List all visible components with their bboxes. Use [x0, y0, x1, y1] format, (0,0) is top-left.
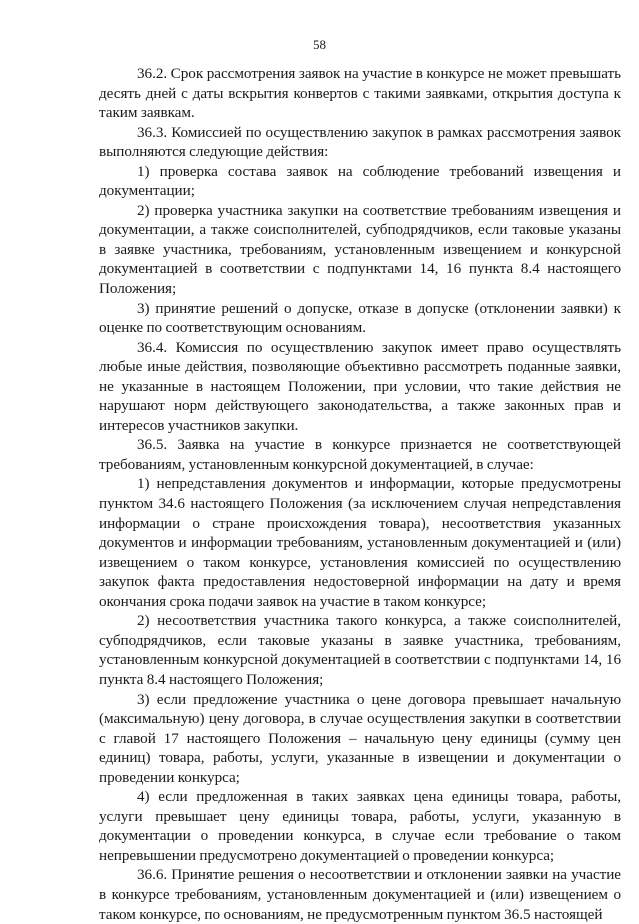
paragraph-36-6: 36.6. Принятие решения о несоответствии и отклонении заявки на участие в конкурсе требованиям, установленным документацией и (или) извещением о таком конкурсе, по основаниям, не предусмотренным пунктом 36.5 настоящей: [99, 866, 621, 923]
list-item-36-5-1: 1) непредставления документов и информации, которые предусмотрены пунктом 34.6 настоящего Положения (за исключением случая непредставления информации о стране происхождения товара), несоответствия указанных документов и информации требованиям, установленным документацией и (или) извещением о таком конкурсе, установления комиссией по осуществлению закупок факта предоставления недостоверной информации на дату и время окончания срока подачи заявок на участие в таком конкурсе;: [99, 475, 621, 610]
paragraph-36-5: 36.5. Заявка на участие в конкурсе признается не соответствующей требованиям, установленным конкурсной документацией, в случае:: [99, 436, 621, 473]
list-item-36-3-1: 1) проверка состава заявок на соблюдение требований извещения и документации;: [99, 162, 621, 200]
paragraph-36-2: 36.2. Срок рассмотрения заявок на участие в конкурсе не может превышать десять дней с даты вскрытия конвертов с такими заявками, открытия доступа к таким заявкам.: [99, 65, 621, 122]
paragraph-36-4: 36.4. Комиссия по осуществлению закупок имеет право осуществлять любые иные действия, позволяющие объективно рассмотреть поданные заявки, не указанные в настоящем Положении, при условии, что такие действия не нарушают норм действующего законодательства, а также законных прав и интересов участников закупки.: [99, 338, 621, 434]
page-body: [99, 64, 621, 924]
list-item-36-3-2: 2) проверка участника закупки на соответствие требованиям извещения и документации, а также соисполнителей, субподрядчиков, если таковые указаны в заявке участника, требованиям, установленным извещением и конкурсной документацией в соответствии с подпунктами 14, 16 пункта 8.4 настоящего Положения;: [99, 201, 621, 298]
list-item-36-5-4: 4) если предложенная в таких заявках цена единицы товара, работы, услуги превышает цену единицы товара, работы, услуги, указанную в документации о проведении конкурса, в случае если требование о таком непревышении предусмотрено документацией о проведении конкурса;: [99, 788, 621, 864]
list-item-36-5-3: 3) если предложение участника о цене договора превышает начальную (максимальную) цену договора, в случае осуществления закупки в соответствии с главой 17 настоящего Положения – начальную цену единицы (сумму цен единиц) товара, работы, услуги, указанные в извещении и документации о проведении конкурса;: [99, 690, 621, 786]
list-item-36-3-3: 3) принятие решений о допуске, отказе в допуске (отклонении заявки) к оценке по соответствующим основаниям.: [99, 299, 621, 337]
paragraph-36-3: 36.3. Комиссией по осуществлению закупок в рамках рассмотрения заявок выполняются следующие действия:: [99, 123, 621, 161]
page-number: 58: [313, 37, 326, 52]
list-item-36-5-2: 2) несоответствия участника такого конкурса, а также соисполнителей, субподрядчиков, если таковые указаны в заявке участника, требованиям, установленным конкурсной документацией в соответствии с подпунктами 14, 16 пункта 8.4 настоящего Положения;: [99, 612, 621, 688]
